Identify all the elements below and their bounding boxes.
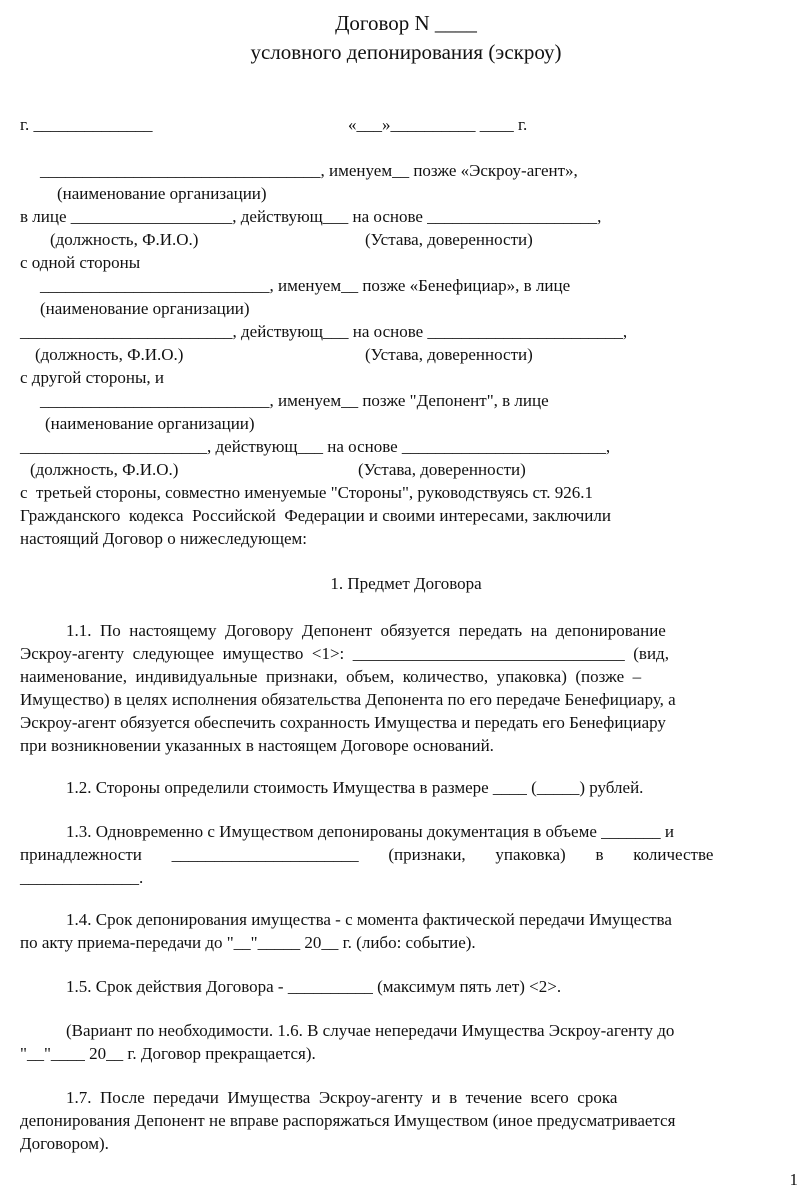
document-title: Договор N ____ xyxy=(335,11,477,35)
clause-1-1-line-1: 1.1. По настоящему Договору Депонент обязуется передать на депонирование xyxy=(66,621,666,640)
clause-1-1-line-4: Имущество) в целях исполнения обязательства Депонента по его передаче Бенефициару, а xyxy=(20,690,676,709)
party2-position-caption: (должность, Ф.И.О.) xyxy=(35,345,184,364)
clause-1-7-line-1: 1.7. После передачи Имущества Эскроу-агенту и в течение всего срока xyxy=(66,1088,618,1107)
clause-1-1-line-2: Эскроу-агенту следующее имущество <1>: ________________________________ (вид, xyxy=(20,644,669,663)
section-1-heading: 1. Предмет Договора xyxy=(330,574,482,593)
preamble-line-1: с третьей стороны, совместно именуемые "Стороны", руководствуясь ст. 926.1 xyxy=(20,483,593,502)
clause-1-3-line-3: ______________. xyxy=(20,868,144,887)
party1-caption: (наименование организации) xyxy=(57,184,267,203)
preamble-line-2: Гражданского кодекса Российской Федерации и своими интересами, заключили xyxy=(20,506,611,525)
document-subtitle: условного депонирования (эскроу) xyxy=(250,40,562,64)
party1-line: _________________________________, именуем__ позже «Эскроу-агент», xyxy=(40,161,578,180)
party1-position-caption: (должность, Ф.И.О.) xyxy=(50,230,199,249)
party2-representative-line: _________________________, действующ___ на основе _______________________, xyxy=(20,322,628,341)
clause-1-3-line-2: принадлежности ______________________ (признаки, упаковка) в количестве xyxy=(20,845,714,864)
clause-1-4-line-1: 1.4. Срок депонирования имущества - с момента фактической передачи Имущества xyxy=(66,910,672,929)
party2-caption: (наименование организации) xyxy=(40,299,250,318)
clause-1-6-line-2: "__"____ 20__ г. Договор прекращается). xyxy=(20,1044,316,1063)
party1-representative-line: в лице ___________________, действующ___ на основе ____________________, xyxy=(20,207,602,226)
clause-1-3-line-1: 1.3. Одновременно с Имуществом депонированы документация в объеме _______ и xyxy=(66,822,674,841)
party3-position-caption: (должность, Ф.И.О.) xyxy=(30,460,179,479)
city-field: г. ______________ xyxy=(20,115,153,134)
clause-1-7-line-2: депонирования Депонент не вправе распоряжаться Имуществом (иное предусматривается xyxy=(20,1111,676,1130)
page-number: 1 xyxy=(789,1170,798,1189)
preamble-line-3: настоящий Договор о нижеследующем: xyxy=(20,529,307,548)
party3-basis-caption: (Устава, доверенности) xyxy=(358,460,526,479)
clause-1-1-line-6: при возникновении указанных в настоящем Договоре оснований. xyxy=(20,736,494,755)
party3-representative-line: ______________________, действующ___ на основе ________________________, xyxy=(20,437,611,456)
clause-1-5: 1.5. Срок действия Договора - __________ (максимум пять лет) <2>. xyxy=(66,977,562,996)
clause-1-1-line-5: Эскроу-агент обязуется обеспечить сохранность Имущества и передать его Бенефициару xyxy=(20,713,666,732)
party1-side-text: с одной стороны xyxy=(20,253,141,272)
clause-1-4-line-2: по акту приема-передачи до "__"_____ 20__ г. (либо: событие). xyxy=(20,933,476,952)
party3-line: ___________________________, именуем__ позже "Депонент", в лице xyxy=(40,391,549,410)
clause-1-1-line-3: наименование, индивидуальные признаки, объем, количество, упаковка) (позже – xyxy=(20,667,642,686)
party3-caption: (наименование организации) xyxy=(45,414,255,433)
party1-basis-caption: (Устава, доверенности) xyxy=(365,230,533,249)
clause-1-7-line-3: Договором). xyxy=(20,1134,109,1153)
party2-side-text: с другой стороны, и xyxy=(20,368,164,387)
clause-1-2: 1.2. Стороны определили стоимость Имущества в размере ____ (_____) рублей. xyxy=(66,778,644,797)
clause-1-6-line-1: (Вариант по необходимости. 1.6. В случае непередачи Имущества Эскроу-агенту до xyxy=(66,1021,675,1040)
party2-line: ___________________________, именуем__ позже «Бенефициар», в лице xyxy=(40,276,571,295)
party2-basis-caption: (Устава, доверенности) xyxy=(365,345,533,364)
date-field: «___»__________ ____ г. xyxy=(348,115,528,134)
